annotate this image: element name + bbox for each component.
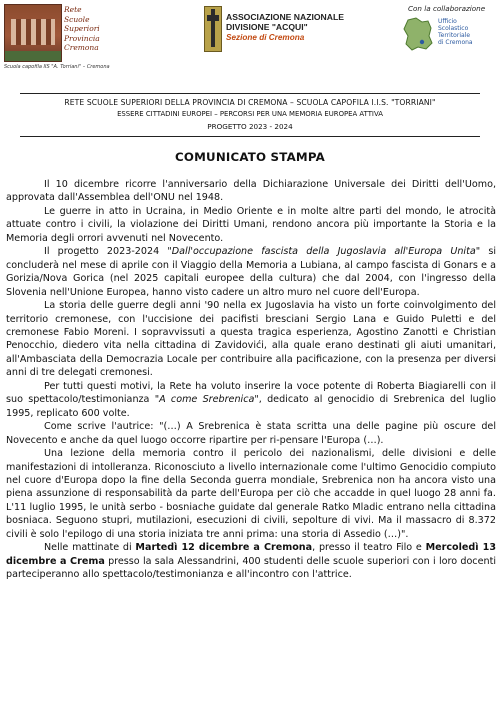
school-office-logo	[402, 4, 498, 64]
office-name-line: di Cremona	[438, 39, 473, 46]
office-name-line: Ufficio	[438, 18, 457, 25]
lombardy-map-icon	[402, 16, 434, 52]
paragraph	[6, 245, 496, 299]
network-heading: RETE SCUOLE SUPERIORI DELLA PROVINCIA DI CREMONA – SCUOLA CAPOFILA I.I.S. "TORRIANI"	[64, 98, 436, 107]
paragraph: La storia delle guerre degli anni '90 nella ex Jugoslavia ha visto un forte coinvolgimento del territorio cremonese, con l'uccisione dei pacifisti bresciani Sergio Lana e Guido Puletti e del cremonese Fabio Moreni. I sopravvissuti a questa tragica esperienza, Agostino Zanotti e Christian Penocchio, diedero vita nella cittadina di Zavidovići, alla quale erano destinati gli aiuti umanitari, all'Ambasciata della Democrazia Locale per contribuire alla pacificazione, con la presenza per diversi anni di tre delegati cremonesi.	[6, 300, 496, 379]
paragraph	[6, 541, 496, 581]
acqui-division-logo	[204, 6, 354, 56]
school-building-photo	[4, 4, 62, 62]
paragraph: Il 10 dicembre ricorre l'anniversario della Dichiarazione Universale dei Diritti dell'Uomo, approvata dall'Assemblea dell'ONU nel 1948.	[6, 179, 496, 204]
paragraph: Una lezione della memoria contro il pericolo dei nazionalismi, delle divisioni e delle manifestazioni di intolleranza. Riconosciuto a livello internazionale come l'ultimo Genocidio compiuto nel cuore d'Europa dopo la fine della Seconda guerra mondiale, Srebrenica non ha ancora visto una piena assunzione di responsabilità da parte dell'Europa per ciò che accadde in quel luogo 28 anni fa. L'11 luglio 1995, le unità serbo - bosniache guidate dal generale Ratko Mladic entrano nella cittadina bosniaca. Seguono stupri, mutilazioni, esecuzioni di civili, sepolture di vivi. Ma il massacro di 8.372 civili è solo l'epilogo di una storia iniziata tre anni prima: una storia di Assedio (…)".	[6, 448, 496, 540]
project-years: PROGETTO 2023 - 2024	[207, 122, 293, 131]
document-title: COMUNICATO STAMPA	[175, 150, 325, 164]
project-title-italic: "Dall'occupazione fascista della Jugoslavia all'Europa Unita"	[167, 246, 481, 258]
network-name-line: Superiori	[64, 24, 100, 34]
press-release-body	[6, 178, 496, 582]
network-name-line: Provincia	[64, 33, 100, 43]
paragraph-text: si concluderà nel mese di aprile con il Viaggio della Memoria a Lubiana, al campo fascista di Gonars e a Gorizia/Nova Gorica (nel 2025 capitali europee della cultura) che dal 2004, con l'ingresso della Slovenia nell'Unione Europea, hanno visto cadere un altro muro nel cuore dell'Europa.	[6, 246, 496, 298]
network-name-line: Cremona	[64, 43, 99, 53]
paragraph-text: , presso il teatro Filo e	[312, 542, 426, 554]
office-name-line: Scolastico	[438, 25, 469, 32]
paragraph: Le guerre in atto in Ucraina, in Medio Oriente e in molte altre parti del mondo, le atrocità attuate contro i civili, la violazione dei Diritti Umani, rendono ancora più importante la Storia e la Memoria degli orrori avvenuti nel Novecento.	[6, 205, 496, 244]
division-name: DIVISIONE "ACQUI"	[226, 22, 308, 32]
paragraph-text: Il progetto 2023-2024	[44, 246, 168, 258]
office-name-line: Territoriale	[438, 32, 471, 39]
network-name-line: Rete	[64, 5, 82, 14]
paragraph	[6, 380, 496, 420]
paragraph-text: Per tutti questi motivi, la Rete ha voluto inserire la voce potente di Roberta Biagiarelli con il suo spettacolo/testimonianza	[6, 380, 496, 406]
event-date-crema: Mercoledì 13 dicembre a Crema	[6, 542, 496, 567]
project-theme: ESSERE CITTADINI EUROPEI – PERCORSI PER UNA MEMORIA EUROPEA ATTIVA	[117, 110, 383, 118]
lead-school-caption: Scuola capofila IIS "A. Torriani" – Cremona	[4, 64, 110, 70]
letterhead	[0, 0, 500, 88]
section-name: Sezione di Cremona	[226, 33, 305, 42]
network-name	[64, 5, 100, 53]
paragraph: Come scrive l'autrice: "(…) A Srebrenica è stata scritta una delle pagine più oscure del Novecento e anche da quel luogo occorre ripartire per ri-pensare l'Europa (…).	[6, 421, 496, 446]
network-name-line: Scuole	[64, 14, 90, 24]
sword-emblem-icon	[204, 6, 222, 52]
paragraph-text: presso la sala Alessandrini, 400 studenti delle scuole superiori con i loro docenti parteciperanno allo spettacolo/testimonianza e all'incontro con l'attrice.	[6, 555, 496, 581]
paragraph-text: Nelle mattinate di	[44, 542, 136, 554]
project-banner	[20, 93, 480, 137]
association-name: ASSOCIAZIONE NAZIONALE	[226, 12, 344, 22]
paragraph-text: , dedicato al genocidio di Srebrenica del luglio 1995, replicato 600 volte.	[6, 394, 497, 419]
collaboration-label: Con la collaborazione	[408, 4, 486, 13]
show-title-italic: "A come Srebrenica"	[154, 394, 259, 406]
event-date-cremona: Martedì 12 dicembre a Cremona	[135, 542, 313, 554]
office-name	[438, 18, 473, 46]
school-network-logo	[4, 4, 130, 76]
